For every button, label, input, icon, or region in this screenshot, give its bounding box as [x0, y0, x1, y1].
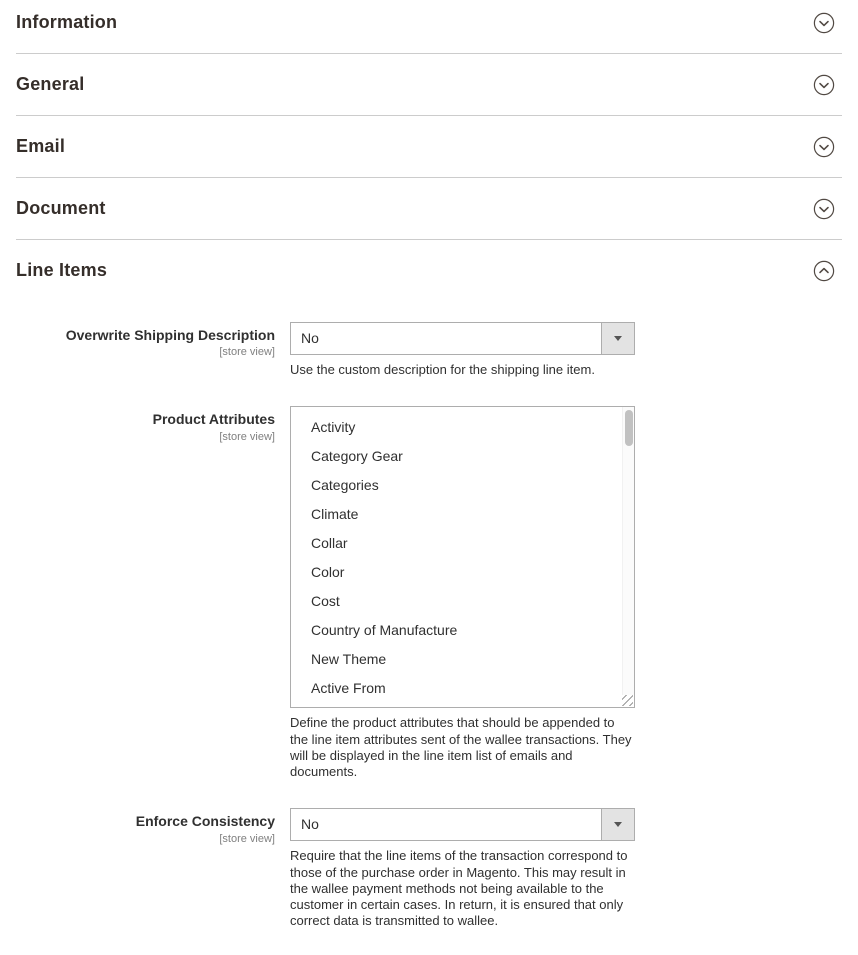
- overwrite-shipping-description-select[interactable]: [290, 322, 635, 355]
- section-header-line-items[interactable]: [16, 240, 842, 301]
- section-title: Information: [16, 12, 118, 32]
- chevron-down-icon[interactable]: [813, 136, 835, 158]
- field-row-enforce-consistency: [16, 808, 842, 929]
- multiselect-option[interactable]: Activity: [311, 419, 356, 436]
- section-header-general[interactable]: [16, 54, 842, 115]
- section-title: Line Items: [16, 260, 108, 280]
- dropdown-caret-icon: [601, 323, 634, 354]
- multiselect-option[interactable]: Collar: [311, 535, 348, 552]
- field-note: Define the product attributes that should be appended to the line item attributes sent of the wallee transactions. They will be displayed in the line item list of emails and documents.: [290, 715, 632, 779]
- line-items-form: [16, 301, 842, 955]
- field-scope-label: [store view]: [219, 832, 275, 845]
- multiselect-option[interactable]: New Theme: [311, 651, 387, 668]
- field-row-overwrite-shipping-description: [16, 322, 842, 378]
- field-note: Require that the line items of the transaction correspond to those of the purchase order in Magento. This may result in the wallee payment methods not being available to the customer in certain cases. In return, it is ensured that only correct data is transmitted to wallee.: [290, 848, 628, 929]
- section-title: Document: [16, 198, 106, 218]
- product-attributes-multiselect[interactable]: [290, 406, 635, 708]
- section-line-items: [16, 240, 842, 955]
- field-note: Use the custom description for the shipping line item.: [290, 362, 595, 377]
- select-value: No: [301, 816, 319, 833]
- scrollbar-track[interactable]: [622, 407, 634, 695]
- chevron-down-icon[interactable]: [813, 12, 835, 34]
- multiselect-option[interactable]: Category Gear: [311, 448, 403, 465]
- section-email: [16, 116, 842, 178]
- enforce-consistency-select[interactable]: [290, 808, 635, 841]
- field-label: Overwrite Shipping Description: [65, 327, 275, 343]
- field-label: Enforce Consistency: [135, 813, 275, 830]
- chevron-up-icon[interactable]: [813, 260, 835, 282]
- multiselect-option[interactable]: Categories: [311, 477, 379, 494]
- field-scope-label: [store view]: [219, 346, 275, 359]
- select-value: No: [301, 330, 319, 346]
- section-header-information[interactable]: [16, 0, 842, 53]
- field-row-product-attributes: [16, 406, 842, 780]
- multiselect-option[interactable]: Color: [311, 564, 345, 581]
- scrollbar-thumb[interactable]: [625, 410, 633, 446]
- field-label: Product Attributes: [152, 411, 275, 428]
- multiselect-option[interactable]: Cost: [311, 593, 340, 610]
- section-header-document[interactable]: [16, 178, 842, 239]
- section-title: General: [16, 74, 85, 94]
- multiselect-option[interactable]: Active From: [311, 680, 386, 697]
- section-header-email[interactable]: [16, 116, 842, 177]
- chevron-down-icon[interactable]: [813, 198, 835, 220]
- multiselect-option[interactable]: Climate: [311, 506, 359, 523]
- section-general: [16, 54, 842, 116]
- section-document: [16, 178, 842, 240]
- dropdown-caret-icon: [601, 809, 634, 840]
- resize-grip-icon[interactable]: [622, 695, 633, 706]
- section-title: Email: [16, 136, 66, 156]
- chevron-down-icon[interactable]: [813, 74, 835, 96]
- field-scope-label: [store view]: [219, 430, 275, 443]
- section-information: [16, 0, 842, 54]
- multiselect-option[interactable]: Country of Manufacture: [311, 622, 458, 639]
